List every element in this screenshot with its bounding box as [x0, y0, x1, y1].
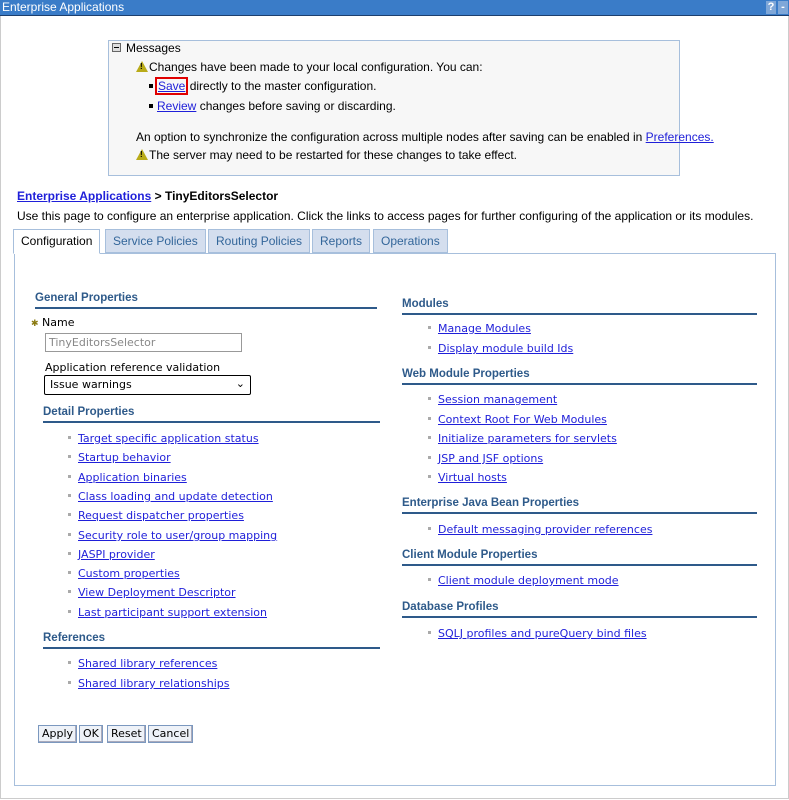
ejb-link-item [428, 523, 652, 536]
web-link-item [428, 432, 617, 445]
client-module-properties-heading: Client Module Properties [402, 549, 757, 566]
property-link[interactable]: Custom properties [78, 567, 180, 580]
web-link-item [428, 413, 607, 426]
collapse-icon[interactable] [112, 43, 121, 52]
apply-button[interactable]: Apply [38, 725, 77, 743]
modules-link-item [428, 342, 573, 355]
detail-link-item [68, 606, 267, 619]
property-link[interactable]: Security role to user/group mapping [78, 529, 278, 542]
help-icon[interactable]: ? [767, 1, 775, 13]
minimize-icon[interactable]: - [778, 1, 788, 14]
property-link[interactable]: Client module deployment mode [438, 574, 619, 587]
detail-properties-heading: Detail Properties [43, 406, 380, 423]
property-link[interactable]: Shared library references [78, 657, 218, 670]
detail-link-item [68, 586, 236, 599]
breadcrumb-link[interactable]: Enterprise Applications [17, 189, 152, 203]
property-link[interactable]: Last participant support extension [78, 606, 267, 619]
name-input[interactable]: TinyEditorsSelector [45, 333, 242, 352]
tab-service-policies[interactable]: Service Policies [105, 229, 206, 253]
property-link[interactable]: SQLJ profiles and pureQuery bind files [438, 627, 647, 640]
detail-link-item [68, 471, 187, 484]
property-link[interactable]: Context Root For Web Modules [438, 413, 607, 426]
property-link[interactable]: Application binaries [78, 471, 187, 484]
detail-link-item [68, 567, 180, 580]
detail-link-item [68, 432, 259, 445]
property-link[interactable]: Virtual hosts [438, 471, 507, 484]
general-properties-heading: General Properties [35, 292, 377, 309]
web-link-item [428, 471, 507, 484]
detail-link-item [68, 529, 277, 542]
database-profiles-heading: Database Profiles [402, 601, 757, 618]
property-link[interactable]: View Deployment Descriptor [78, 586, 236, 599]
breadcrumb-separator: > [154, 189, 162, 203]
detail-link-item [68, 548, 155, 561]
references-link-item [68, 677, 230, 690]
save-link[interactable]: Save [158, 79, 186, 93]
tab-configuration[interactable]: Configuration [13, 229, 100, 254]
modules-link-item [428, 322, 531, 335]
property-link[interactable]: Startup behavior [78, 451, 171, 464]
sync-text: An option to synchronize the configuration across multiple nodes after saving can be enabled in [136, 130, 643, 144]
references-heading: References [43, 632, 380, 649]
detail-link-item [68, 490, 273, 503]
validation-label: Application reference validation [45, 361, 221, 374]
web-link-item [428, 452, 543, 465]
detail-link-item [68, 451, 171, 464]
bullet-icon [149, 84, 153, 88]
page-description: Use this page to configure an enterprise application. Click the links to access pages for further configuring of the application or its modules. [17, 209, 754, 223]
property-link[interactable]: Manage Modules [438, 322, 531, 335]
name-label: Name [42, 316, 75, 329]
property-link[interactable]: Display module build Ids [438, 342, 574, 355]
property-link[interactable]: Session management [438, 393, 558, 406]
property-link[interactable]: Initialize parameters for servlets [438, 432, 617, 445]
changes-message: Changes have been made to your local configuration. You can: [149, 60, 483, 74]
property-link[interactable]: JSP and JSF options [438, 452, 544, 465]
cancel-button[interactable]: Cancel [148, 725, 193, 743]
review-link[interactable]: Review [157, 99, 197, 113]
detail-link-item [68, 509, 244, 522]
required-icon: ✱ [31, 319, 39, 329]
tab-routing-policies[interactable]: Routing Policies [208, 229, 310, 253]
property-link[interactable]: Target specific application status [78, 432, 259, 445]
reset-button[interactable]: Reset [107, 725, 146, 743]
review-description: changes before saving or discarding. [199, 99, 396, 113]
warning-icon [136, 61, 148, 72]
property-link[interactable]: Class loading and update detection [78, 490, 273, 503]
preferences-link[interactable]: Preferences. [645, 130, 714, 144]
validation-select[interactable] [44, 375, 251, 395]
property-link[interactable]: Default messaging provider references [438, 523, 653, 536]
messages-title: Messages [126, 41, 181, 55]
ejb-properties-heading: Enterprise Java Bean Properties [402, 497, 757, 514]
validation-value: Issue warnings [50, 378, 132, 391]
warning-icon [136, 149, 148, 160]
save-description: directly to the master configuration. [189, 79, 377, 93]
breadcrumb [17, 189, 278, 203]
window-titlebar [0, 0, 789, 16]
bullet-icon [149, 104, 153, 108]
window-title: Enterprise Applications [2, 0, 125, 14]
restart-message: The server may need to be restarted for these changes to take effect. [149, 148, 517, 162]
web-link-item [428, 393, 557, 406]
client-link-item [428, 574, 619, 587]
web-module-properties-heading: Web Module Properties [402, 368, 757, 385]
breadcrumb-current: TinyEditorsSelector [164, 189, 279, 203]
db-link-item [428, 627, 647, 640]
ok-button[interactable]: OK [79, 725, 103, 743]
references-link-item [68, 657, 217, 670]
property-link[interactable]: Shared library relationships [78, 677, 230, 690]
property-link[interactable]: JASPI provider [78, 548, 155, 561]
chevron-down-icon: ⌄ [235, 377, 245, 390]
modules-heading: Modules [402, 298, 757, 315]
tab-reports[interactable]: Reports [312, 229, 370, 253]
tab-operations[interactable]: Operations [373, 229, 448, 253]
messages-box [108, 40, 714, 176]
property-link[interactable]: Request dispatcher properties [78, 509, 244, 522]
